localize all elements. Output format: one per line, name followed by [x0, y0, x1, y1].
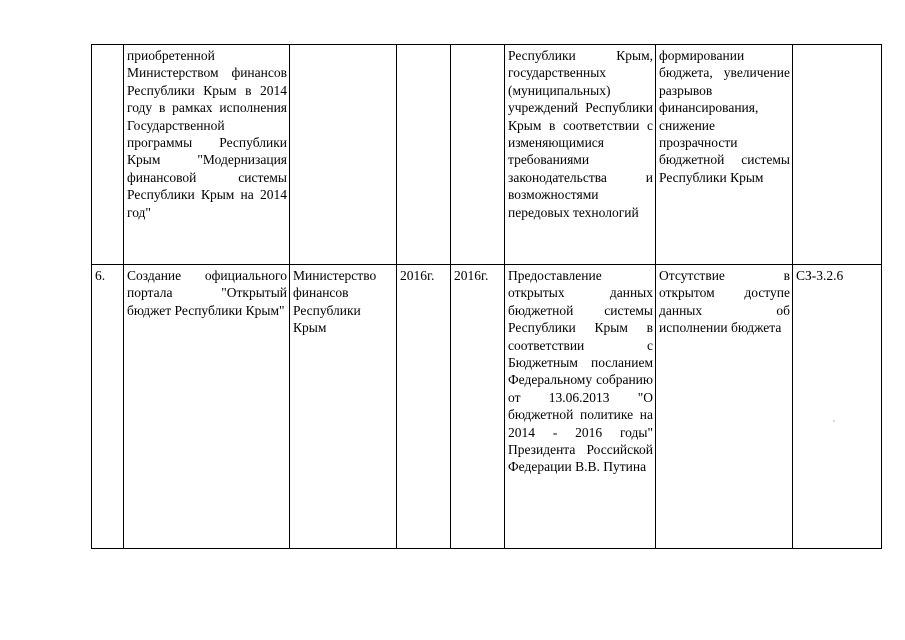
event-name-cell: приобретенной Министерством финансов Республики Крым в 2014 году в рамках исполнения Государственной программы Республики Крым "Модернизация финансовой системы Республики Крым на 2014 год" — [124, 45, 290, 265]
consequence-cell: Отсутствие в открытом доступе данных об исполнении бюджета — [656, 265, 793, 549]
end-date-cell: 2016г. — [451, 265, 505, 549]
row-number-cell: 6. — [92, 265, 124, 549]
table-row — [92, 45, 882, 265]
row-number-cell — [92, 45, 124, 265]
event-name-cell: Создание официального портала "Открытый бюджет Республики Крым" — [124, 265, 290, 549]
document-table — [91, 44, 882, 549]
table-row — [92, 265, 882, 549]
start-date-cell: 2016г. — [397, 265, 451, 549]
executor-cell — [290, 45, 397, 265]
executor-cell: Министерство финансов Республики Крым — [290, 265, 397, 549]
consequence-cell: формировании бюджета, увеличение разрывов финансирования, снижение прозрачности бюджетной системы Республики Крым — [656, 45, 793, 265]
scan-speck — [833, 420, 835, 422]
link-cell: СЗ-3.2.6 — [793, 265, 882, 549]
expected-result-cell: Предоставление открытых данных бюджетной системы Республики Крым в соответствии с Бюджетным посланием Федеральному собранию от 13.06.2013 "О бюджетной политике на 2014 - 2016 годы" Президента Российской Федерации В.В. Путина — [505, 265, 656, 549]
end-date-cell — [451, 45, 505, 265]
link-cell — [793, 45, 882, 265]
start-date-cell — [397, 45, 451, 265]
expected-result-cell: Республики Крым, государственных (муниципальных) учреждений Республики Крым в соответствии с изменяющимися требованиями законодательства и возможностями передовых технологий — [505, 45, 656, 265]
